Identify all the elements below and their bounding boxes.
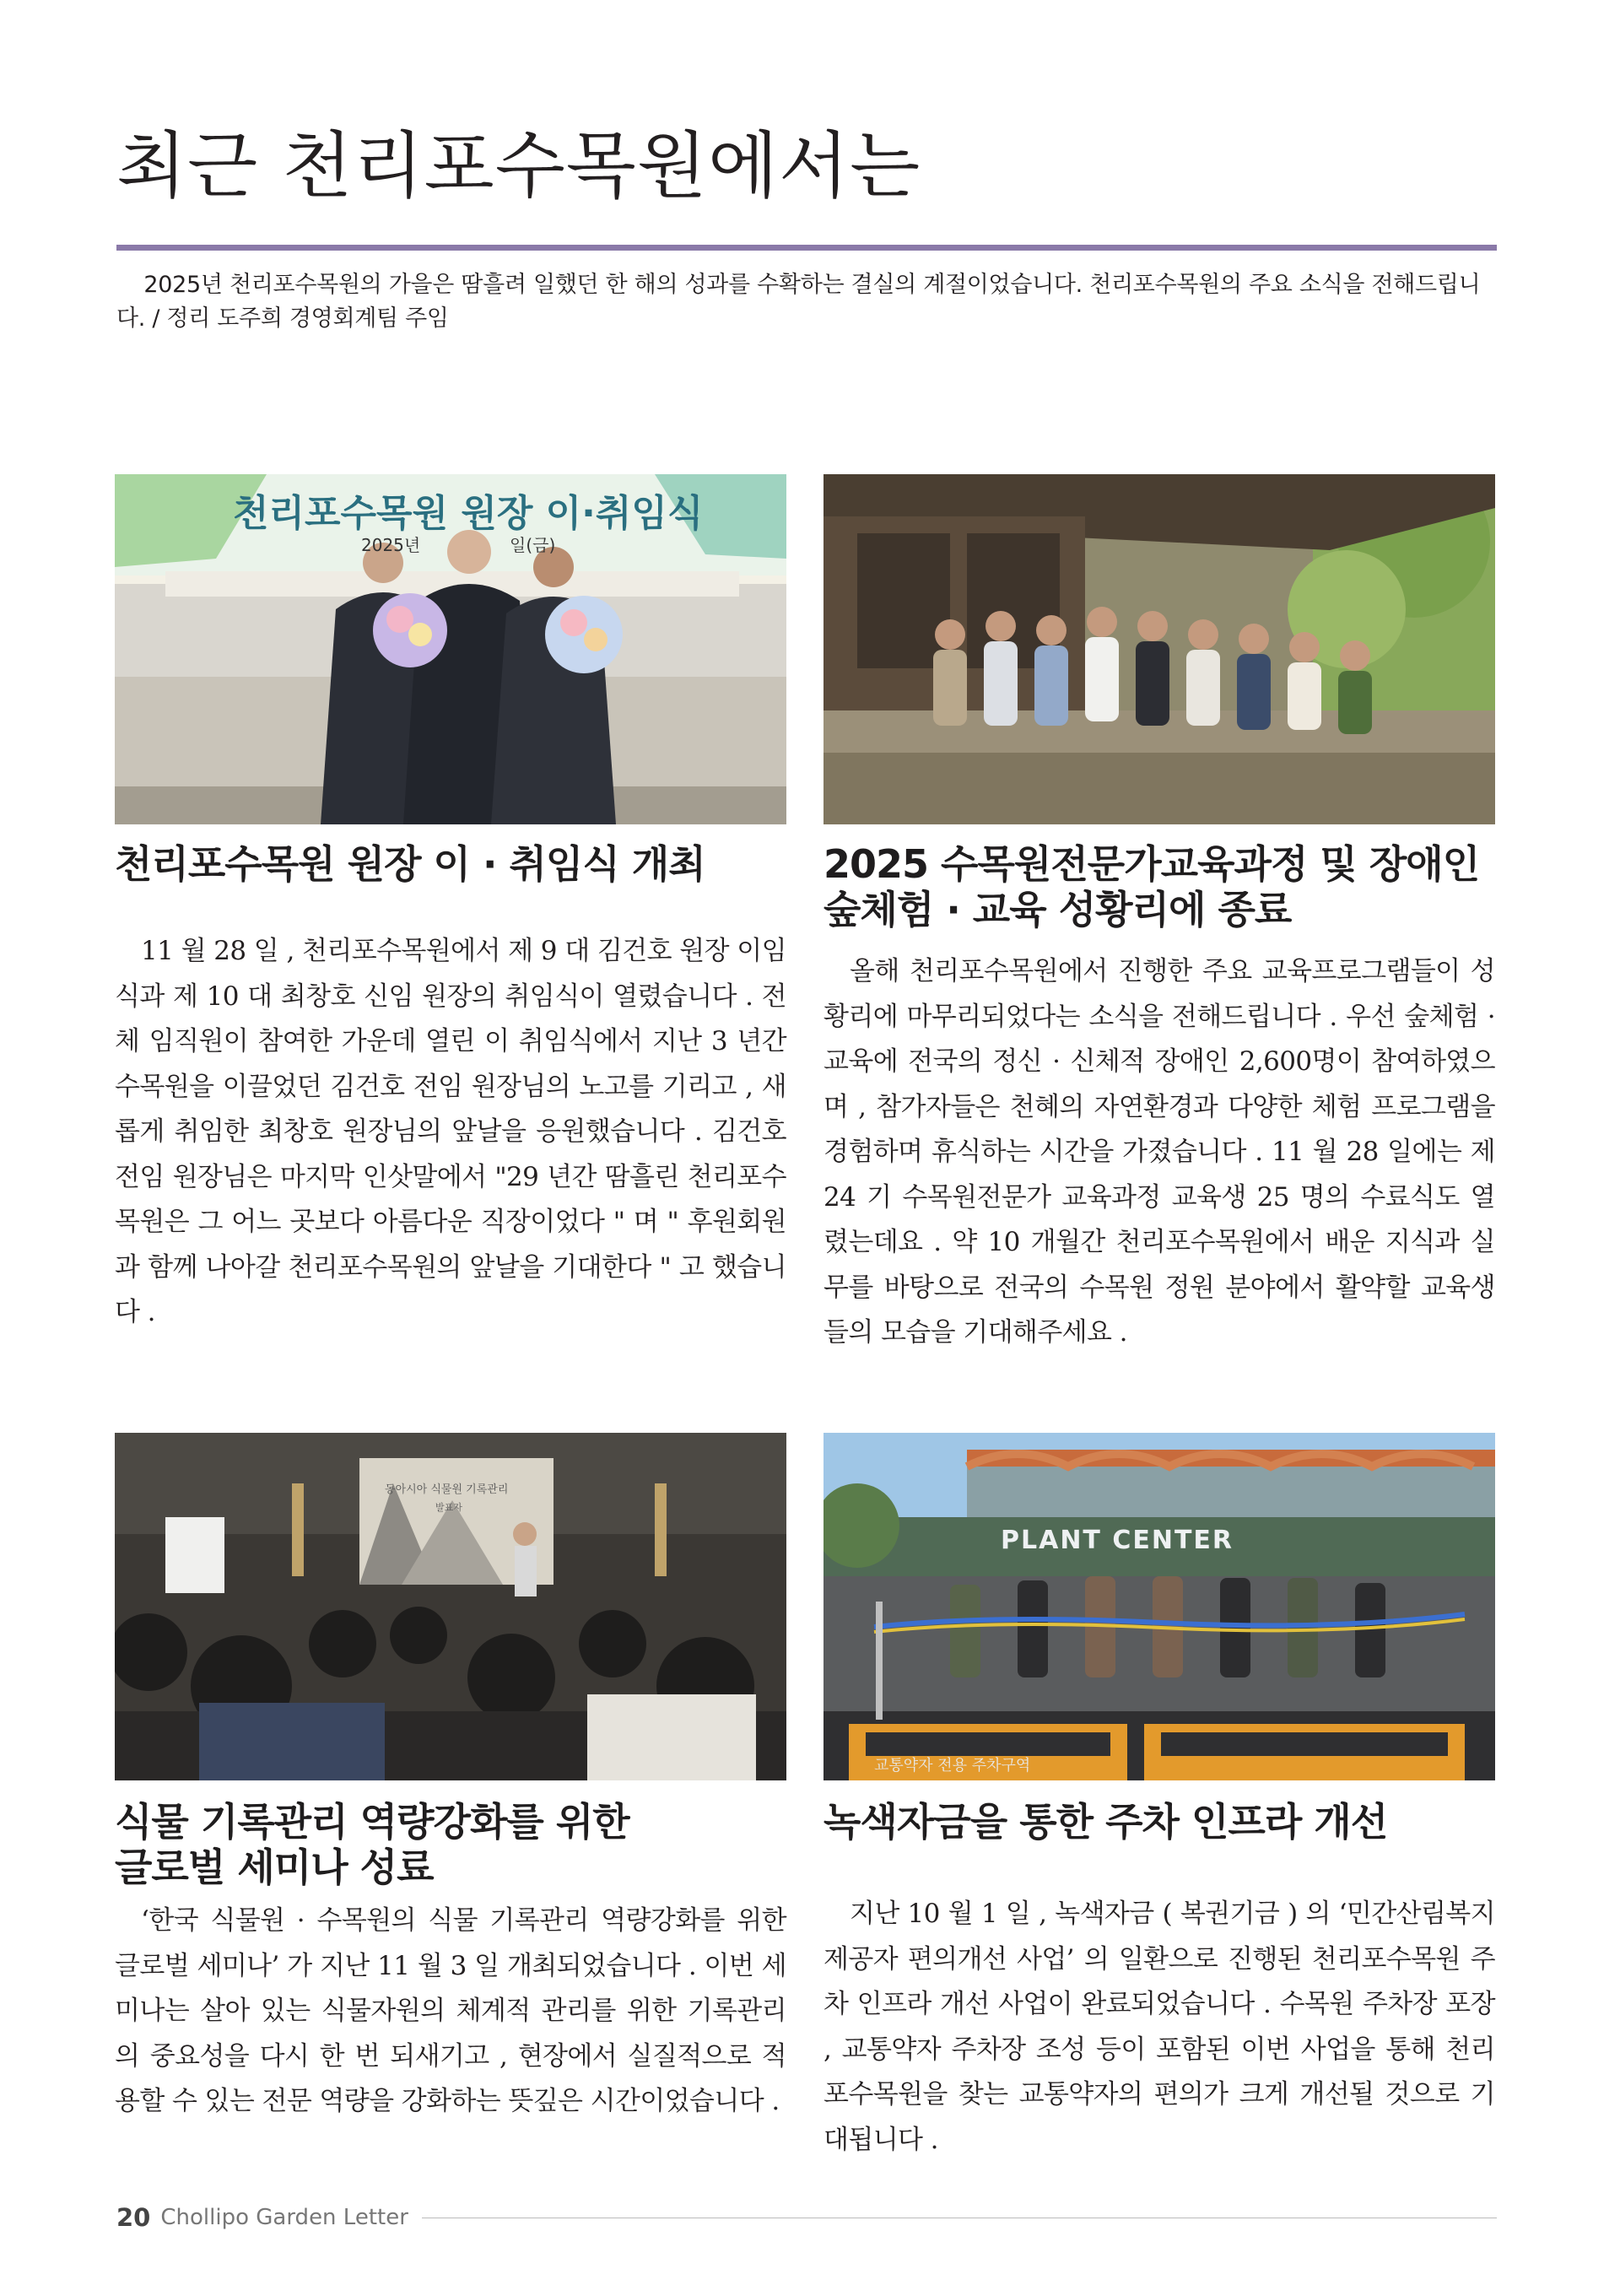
article-title-line: 천리포수목원 원장 이 · 취임식 개최 — [115, 841, 705, 887]
article-body: 11 월 28 일 , 천리포수목원에서 제 9 대 김건호 원장 이임식과 제 10 대 최창호 신임 원장의 취임식이 열렸습니다 . 전체 임직원이 참여한 가운데 열린 이 취임식에서 지난 3 년간 수목원을 이끌었던 김건호 전임 원장님의 노고를 기리고 , 새롭게 취임한 최창호 원장님의 앞날을 응원했습니다 . 김건호 전임 원장님은 마지막 인삿말에서 "29 년간 땀흘린 천리포수목원은 그 어느 곳보다 아름다운 직장이었다 " 며 " 후원회원과 함께 나아갈 천리포수목원의 앞날을 기대한다 " 고 했습니다 . — [115, 936, 786, 1327]
article-title — [824, 841, 1495, 932]
inauguration-photo — [115, 474, 786, 824]
parking-marking: 교통약자 전용 주차구역 — [874, 1757, 1031, 1775]
article-title-line: 식물 기록관리 역량강화를 위한 — [115, 1799, 629, 1845]
article-education — [824, 474, 1495, 1356]
article-parking — [824, 1433, 1495, 2163]
article-seminar — [115, 1433, 786, 2125]
article-title — [115, 841, 786, 887]
banner-title: 천리포수목원 원장 이·취임식 — [233, 492, 704, 535]
banner-year: 2025년 — [361, 535, 421, 555]
title-divider — [116, 245, 1497, 251]
article-title-line: 2025 수목원전문가교육과정 및 장애인 — [824, 841, 1480, 887]
banner-date: 일(금) — [510, 535, 556, 555]
page-number: 20 — [116, 2203, 151, 2232]
education-photo — [824, 474, 1495, 824]
article-inauguration — [115, 474, 786, 1336]
article-title — [115, 1799, 786, 1890]
article-body: 올해 천리포수목원에서 진행한 주요 교육프로그램들이 성황리에 마무리되었다는 소식을 전해드립니다 . 우선 숲체험 · 교육에 전국의 정신 · 신체적 장애인 2,600명이 참여하였으며 , 참가자들은 천혜의 자연환경과 다양한 체험 프로그램을 경험하며 휴식하는 시간을 가졌습니다 . 11 월 28 일에는 제 24 기 수목원전문가 교육과정 교육생 25 명의 수료식도 열렸는데요 . 약 10 개월간 천리포수목원에서 배운 지식과 실무를 바탕으로 전국의 수목원 정원 분야에서 활약할 교육생들의 모습을 기대해주세요 . — [824, 956, 1495, 1348]
slide-title: 동아시아 식물원 기록관리 — [385, 1483, 509, 1496]
seminar-photo — [115, 1433, 786, 1780]
building-sign: PLANT CENTER — [1001, 1526, 1234, 1555]
article-title-line: 글로벌 세미나 성료 — [115, 1845, 434, 1890]
intro-text: 2025년 천리포수목원의 가을은 땀흘려 일했던 한 해의 성과를 수확하는 결실의 계절이었습니다. 천리포수목원의 주요 소식을 전해드립니다. / 정리 도주희 경영회계팀 주임 — [116, 272, 1481, 332]
article-title — [824, 1799, 1495, 1845]
article-body: ‘한국 식물원 · 수목원의 식물 기록관리 역량강화를 위한 글로벌 세미나’ 가 지난 11 월 3 일 개최되었습니다 . 이번 세미나는 살아 있는 식물자원의 체계적 관리를 위한 기록관리의 중요성을 다시 한 번 되새기고 , 현장에서 실질적으로 적용할 수 있는 전문 역량을 강화하는 뜻깊은 시간이었습니다 . — [115, 1905, 786, 2116]
article-body: 지난 10 월 1 일 , 녹색자금 ( 복권기금 ) 의 ‘민간산림복지제공자 편의개선 사업’ 의 일환으로 진행된 천리포수목원 주차 인프라 개선 사업이 완료되었습니다 . 수목원 주차장 포장 , 교통약자 주차장 조성 등이 포함된 이번 사업을 통해 천리포수목원을 찾는 교통약자의 편의가 크게 개선될 것으로 기대됩니다 . — [824, 1899, 1495, 2155]
article-title-line: 숲체험 · 교육 성황리에 종료 — [824, 887, 1292, 932]
parking-photo — [824, 1433, 1495, 1780]
page-title: 최근 천리포수목원에서는 — [116, 124, 921, 208]
page-footer — [116, 2202, 1497, 2233]
publication-name: Chollipo Garden Letter — [160, 2205, 408, 2230]
slide-presenter: 발표자 — [435, 1502, 462, 1513]
article-title-line: 녹색자금을 통한 주차 인프라 개선 — [824, 1799, 1388, 1845]
